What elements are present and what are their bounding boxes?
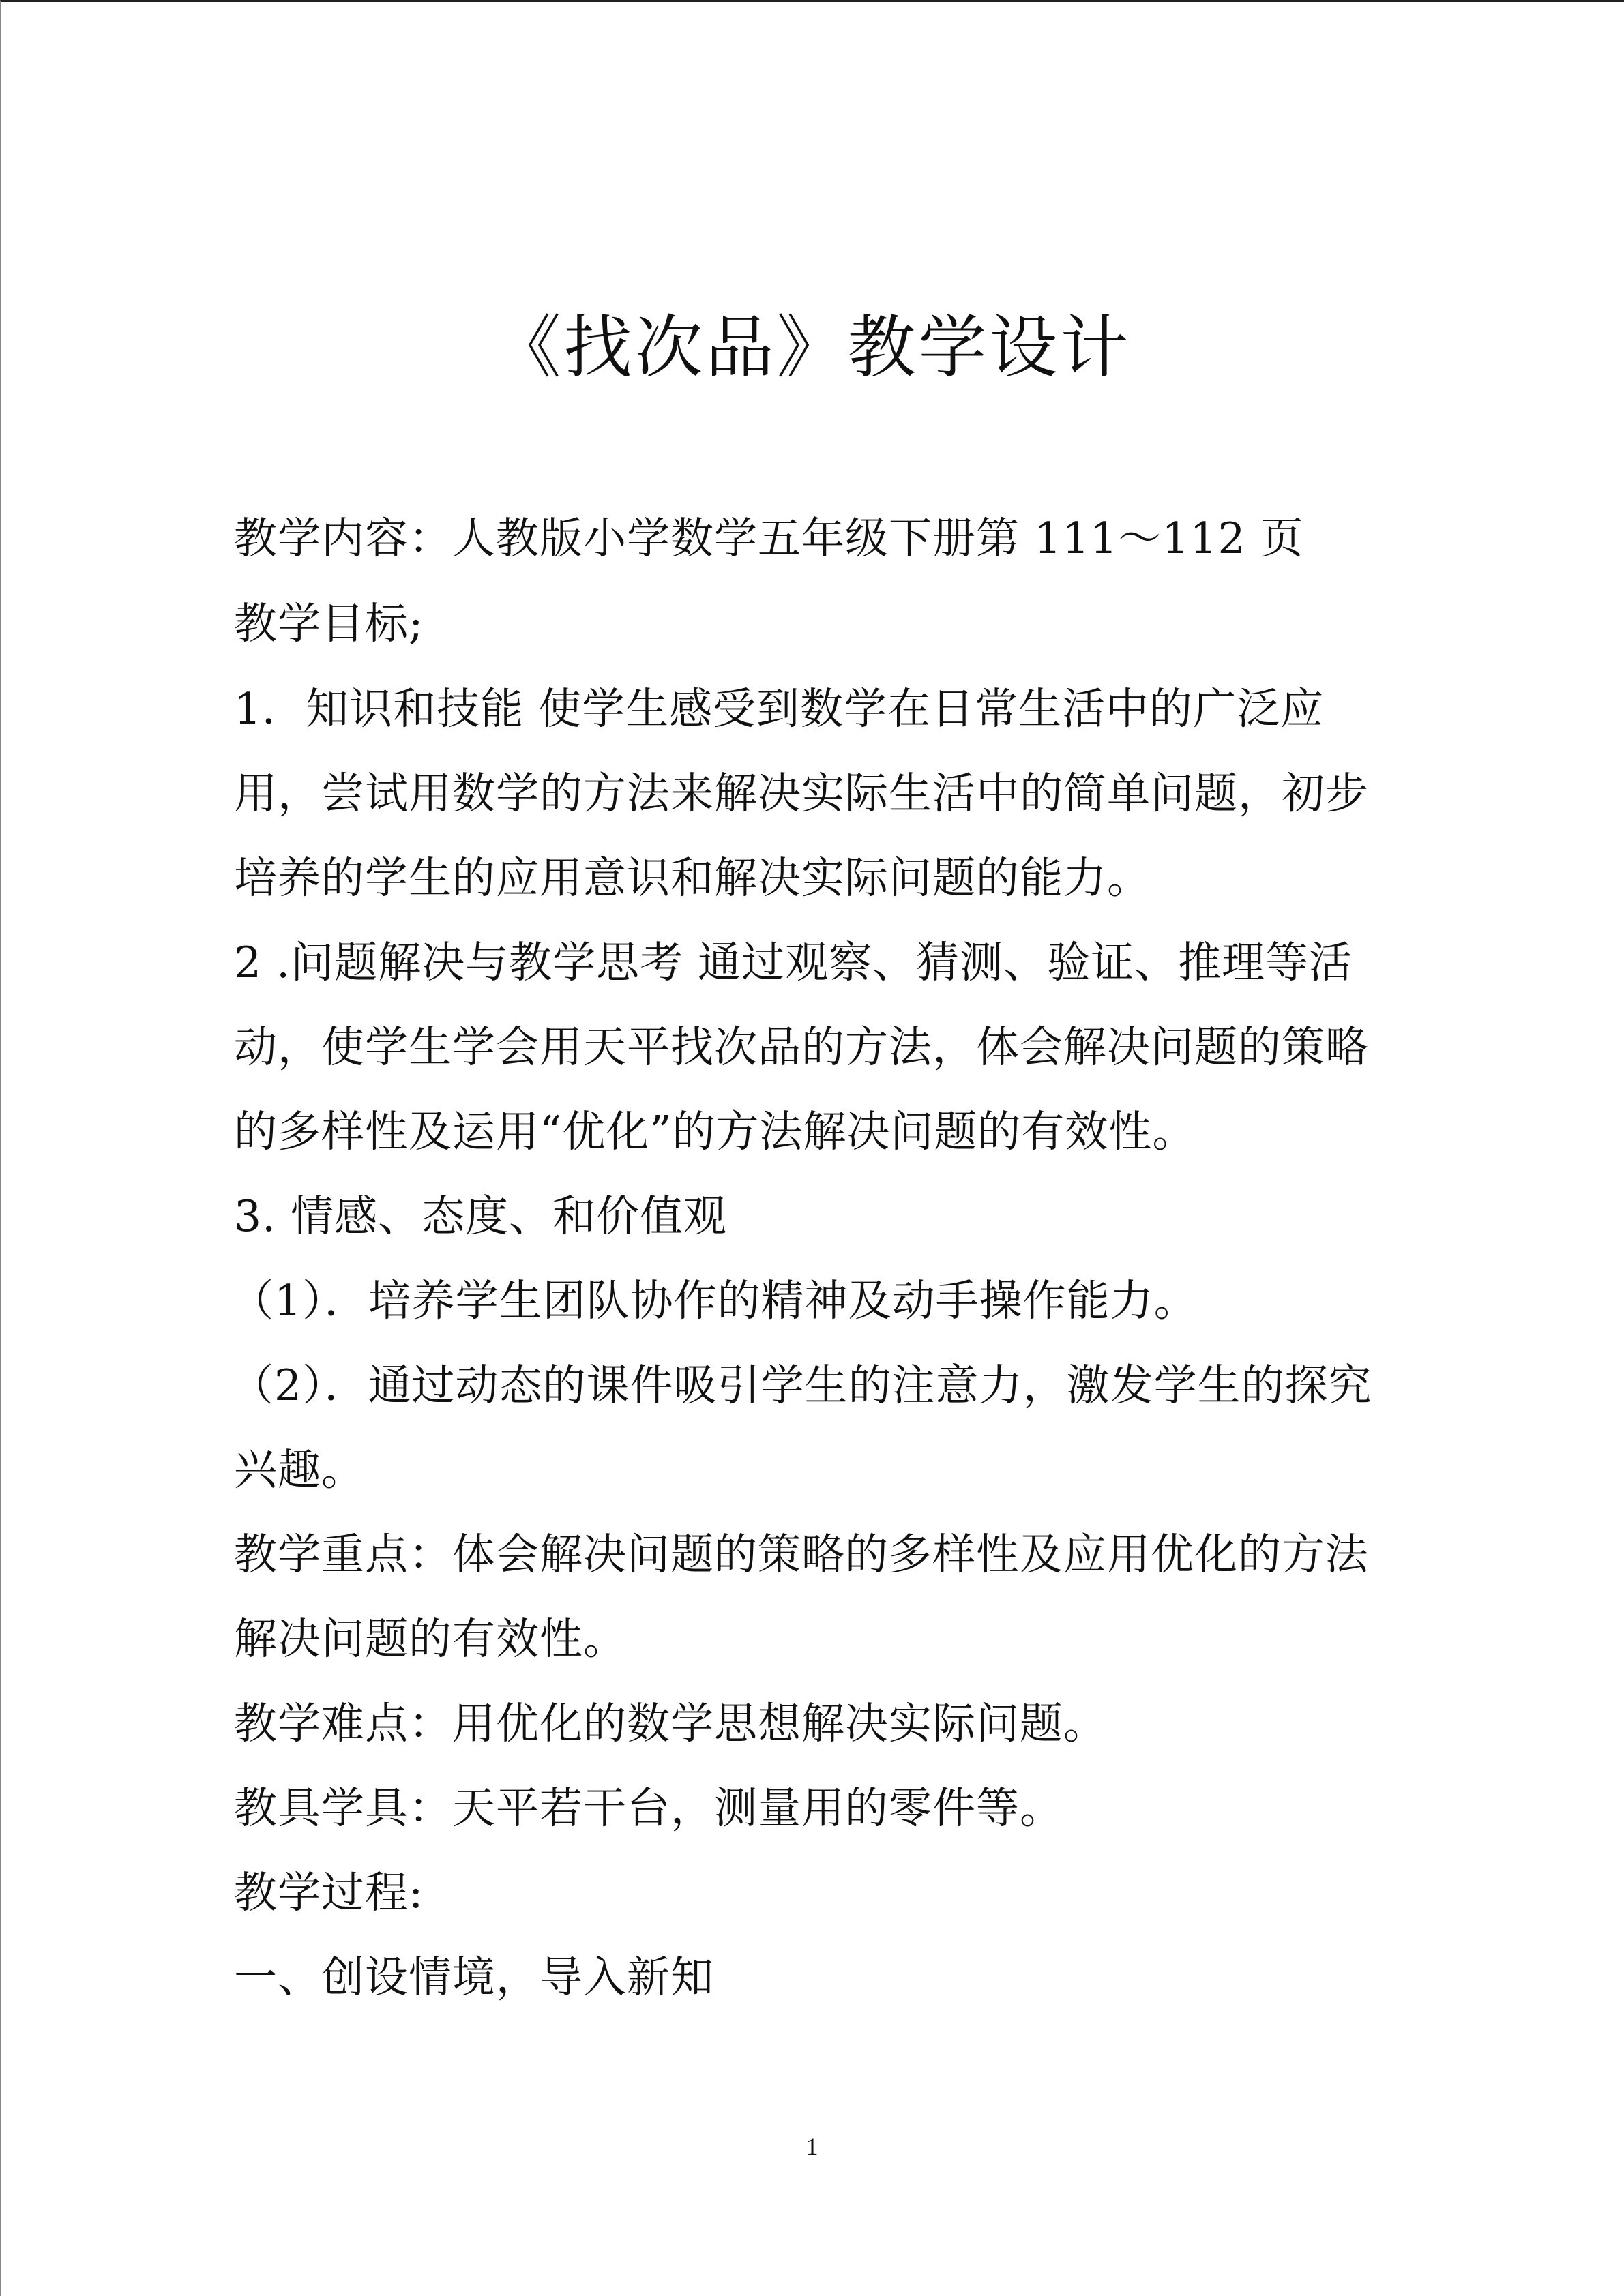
- goal-2-line-2: 动，使学生学会用天平找次品的方法，体会解决问题的策略: [234, 1022, 1369, 1072]
- key-point-line-2: 解决问题的有效性。: [234, 1614, 627, 1664]
- goal-1-line-1: 1．知识和技能 使学生感受到数学在日常生活中的广泛应: [234, 684, 1325, 734]
- section-1-heading: 一、创设情境，导入新知: [234, 1952, 714, 2002]
- goal-3-heading: 3. 情感、态度、和价值观: [234, 1191, 728, 1241]
- goal-3-item-1: （1）．培养学生团队协作的精神及动手操作能力。: [231, 1276, 1198, 1326]
- goal-3-item-2-line-2: 兴趣。: [234, 1445, 365, 1495]
- document-title: 《找次品》教学设计: [492, 308, 1132, 387]
- goal-2-line-1: 2 .问题解决与教学思考 通过观察、猜测、验证、推理等活: [234, 938, 1353, 987]
- goal-3-item-2-line-1: （2）．通过动态的课件吸引学生的注意力，激发学生的探究: [231, 1360, 1372, 1410]
- teaching-content-line: 教学内容：人教版小学数学五年级下册第 111～112 页: [234, 513, 1304, 563]
- goal-1-line-2: 用，尝试用数学的方法来解决实际生活中的简单问题，初步: [234, 769, 1369, 818]
- key-point-line-1: 教学重点：体会解决问题的策略的多样性及应用优化的方法: [234, 1530, 1369, 1579]
- difficult-point-line: 教学难点：用优化的数学思想解决实际问题。: [234, 1699, 1107, 1748]
- goal-1-line-3: 培养的学生的应用意识和解决实际问题的能力。: [234, 853, 1151, 903]
- teaching-goals-heading: 教学目标;: [234, 599, 424, 648]
- goal-2-line-3: 的多样性及运用“优化”的方法解决问题的有效性。: [234, 1107, 1196, 1157]
- page-number: 1: [806, 2133, 818, 2160]
- teaching-process-heading: 教学过程:: [234, 1868, 424, 1918]
- teaching-aids-line: 教具学具：天平若干台，测量用的零件等。: [234, 1783, 1063, 1833]
